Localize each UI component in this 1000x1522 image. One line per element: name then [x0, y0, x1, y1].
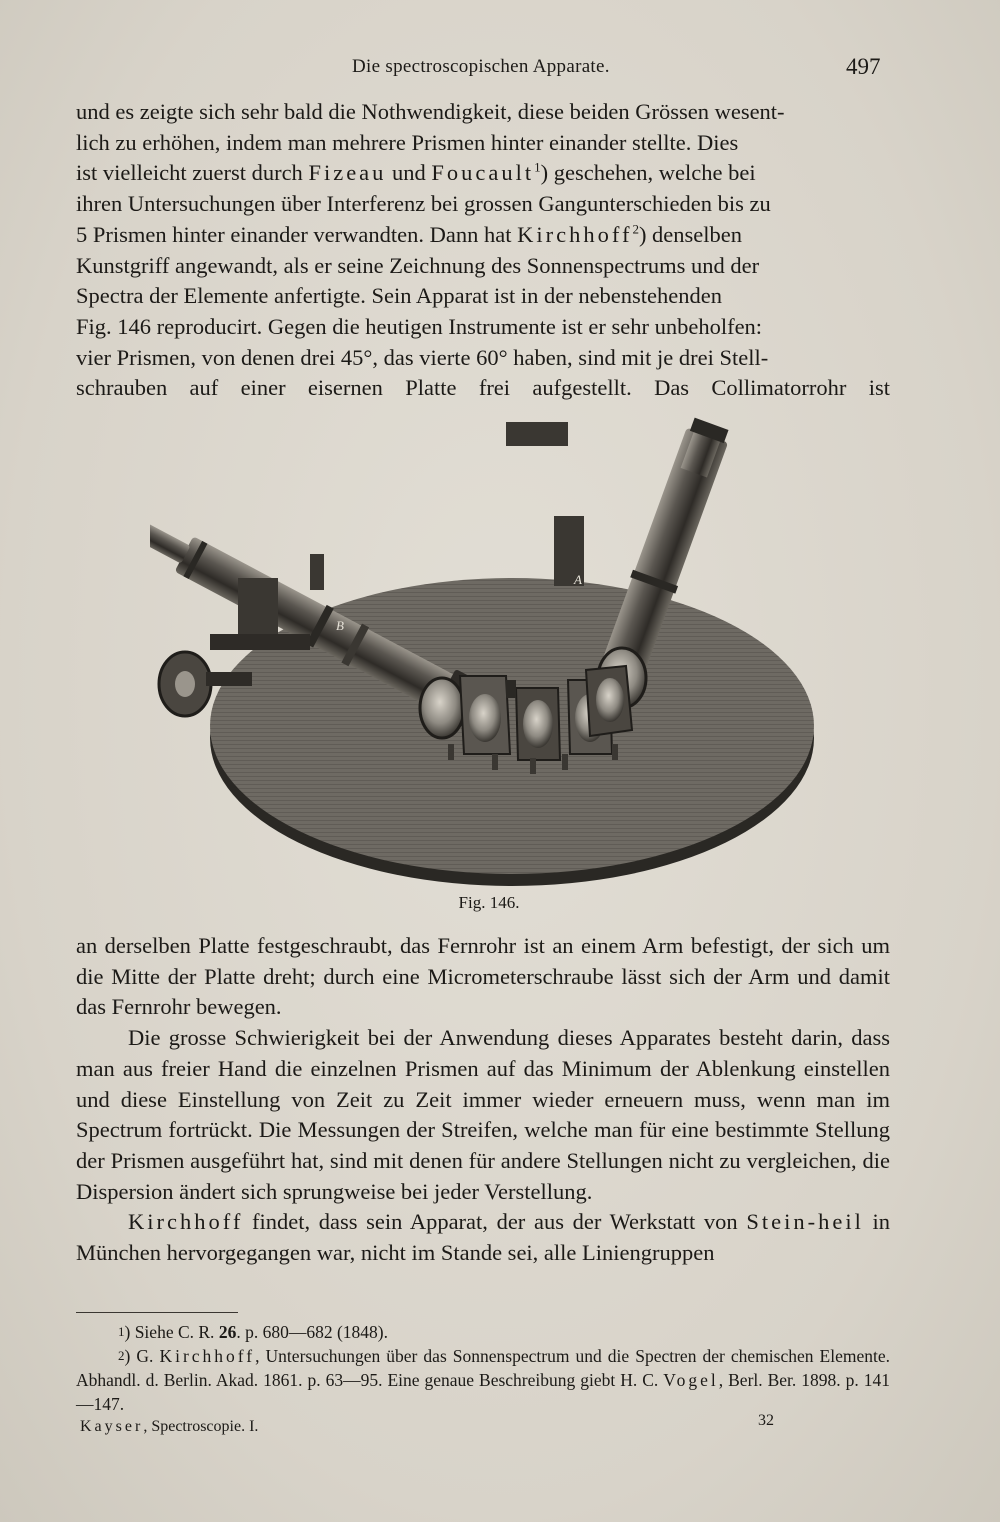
author-name-kirchhoff: Kirchhoff [128, 1209, 244, 1235]
body-text-bottom [76, 931, 890, 1269]
label-a: A [574, 572, 582, 587]
text-line: Fig. 146 reproducirt. Gegen die heutigen Instrumente ist er sehr unbeholfen: [76, 313, 763, 339]
prism [586, 666, 632, 736]
paragraph: Kirchhoff findet, dass sein Apparat, der aus der Werkstatt von Stein-heil in München hervorgegangen war, nicht im Stande sei, alle Liniengruppen [76, 1209, 890, 1266]
prism [516, 688, 560, 760]
footnote-ref-2: 2 [632, 221, 639, 237]
page-number: 497 [846, 54, 881, 79]
paragraph: Die grosse Schwierigkeit bei der Anwendung dieses Apparates besteht darin, dass man aus freier Hand die einzelnen Prismen auf das Minimum der Ablenkung einstellen und diese Einstellung von Zeit zu Zeit immer wieder erneuern muss, wenn man im Spectrum fortrückt. Die Messungen der Streifen, welche man für eine bestimmte Stellung der Prismen ausgeführt hat, sind mit denen für andere Stellungen nicht zu vergleichen, die Dispersion ändert sich sprungweise bei jeder Verstellung. [76, 1025, 890, 1204]
text-line: und es zeigte sich sehr bald die Nothwendigkeit, diese beiden Grössen wesent- [76, 99, 785, 124]
text-line: Spectra der Elemente anfertigte. Sein Apparat ist in der nebenstehenden [76, 283, 723, 309]
footnote-ref-1: 1 [534, 159, 541, 175]
signature-line [80, 1418, 258, 1436]
text-line: vier Prismen, von denen drei 45°, das vierte 60° haben, sind mit je drei Stell- [76, 344, 769, 370]
paragraph: an derselben Platte festgeschraubt, das Fernrohr ist an einem Arm befestigt, der sich um die Mitte der Platte dreht; durch eine Micrometerschraube lässt sich der Arm und damit das Fernrohr bewegen. [76, 933, 890, 1020]
label-b: B [336, 618, 344, 633]
figure-146-illustration [150, 408, 830, 888]
signature-title: , Spectroscopie. I. [143, 1418, 259, 1435]
running-head [0, 50, 1000, 80]
running-title: Die spectroscopischen Apparate. [352, 56, 610, 77]
sheet-number: 32 [758, 1412, 774, 1429]
footnote-1: 1) Siehe C. R. 26. p. 680—682 (1848). [118, 1322, 388, 1342]
text-line: ist vielleicht zuerst durch Fizeau und Foucault$^1$) geschehen, welche bei [76, 159, 756, 186]
text-line: Kunstgriff angewandt, als er seine Zeichnung des Sonnenspectrums und der [76, 252, 760, 278]
text-line: ihren Untersuchungen über Interferenz bei grossen Gangunterschieden bis zu [76, 191, 771, 217]
author-name-fizeau: Fizeau [308, 160, 387, 186]
text-line: 5 Prismen hinter einander verwandten. Dann hat Kirchhoff$^2$) denselben [76, 221, 743, 247]
footnote-2: 2) G. Kirchhoff, Untersuchungen über das Sonnenspectrum und die Spectren der chemischen Elemente. Abhandl. d. Berlin. Akad. 1861. p. 63—95. Eine genaue Beschreibung giebt H. C. Vogel, Berl. Ber. 1898. p. 141—147. [76, 1346, 890, 1414]
footnotes [76, 1320, 890, 1416]
signature-author: Kayser [80, 1418, 144, 1435]
body-text-top [76, 97, 890, 404]
text-line: lich zu erhöhen, indem man mehrere Prismen hinter einander stellte. Dies [76, 129, 739, 155]
footnote-rule [76, 1312, 238, 1313]
prism [460, 676, 510, 754]
author-name-kirchhoff: Kirchhoff [517, 221, 633, 247]
author-name-foucault: Foucault [431, 160, 535, 186]
text-line: schrauben auf einer eisernen Platte frei aufgestellt. Das Collimatorrohr ist [76, 375, 890, 401]
author-name-steinheil: Stein-heil [746, 1209, 864, 1235]
figure-caption: Fig. 146. [458, 893, 520, 912]
spectroscope-engraving [150, 408, 830, 888]
